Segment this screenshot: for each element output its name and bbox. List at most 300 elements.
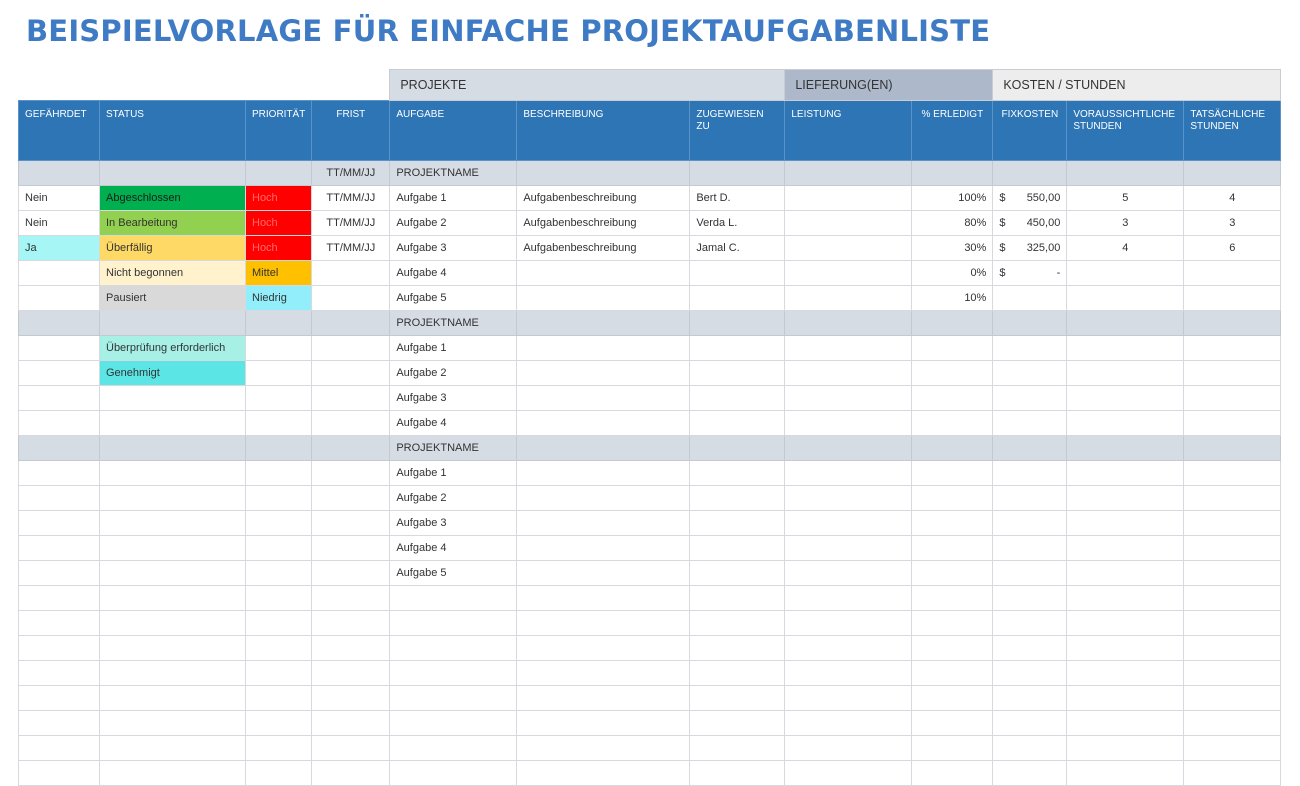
cell-voraus[interactable] (1067, 761, 1184, 786)
cell-zugewiesen[interactable] (690, 286, 785, 311)
cell-frist[interactable] (312, 661, 390, 686)
cell-zugewiesen[interactable] (690, 611, 785, 636)
cell-tats[interactable] (1184, 161, 1281, 186)
cell-aufgabe[interactable]: Aufgabe 1 (390, 186, 517, 211)
cell-beschreibung[interactable]: Aufgabenbeschreibung (517, 236, 690, 261)
cell-fixkosten[interactable] (993, 611, 1067, 636)
cell-voraus[interactable] (1067, 161, 1184, 186)
cell-zugewiesen[interactable] (690, 411, 785, 436)
cell-leistung[interactable] (785, 661, 912, 686)
cell-aufgabe[interactable]: Aufgabe 3 (390, 511, 517, 536)
cell-gefaehrdet[interactable] (19, 336, 100, 361)
cell-tats[interactable] (1184, 461, 1281, 486)
cell-gefaehrdet[interactable] (19, 361, 100, 386)
cell-beschreibung[interactable] (517, 161, 690, 186)
cell-gefaehrdet[interactable]: Nein (19, 186, 100, 211)
cell-zugewiesen[interactable] (690, 361, 785, 386)
cell-beschreibung[interactable] (517, 336, 690, 361)
cell-beschreibung[interactable] (517, 486, 690, 511)
cell-aufgabe[interactable]: Aufgabe 1 (390, 461, 517, 486)
cell-aufgabe[interactable] (390, 636, 517, 661)
cell-zugewiesen[interactable] (690, 336, 785, 361)
cell-leistung[interactable] (785, 686, 912, 711)
cell-fixkosten[interactable] (993, 536, 1067, 561)
cell-erledigt[interactable] (912, 536, 993, 561)
cell-gefaehrdet[interactable] (19, 561, 100, 586)
cell-erledigt[interactable] (912, 761, 993, 786)
cell-leistung[interactable] (785, 586, 912, 611)
cell-prioritaet[interactable] (246, 736, 312, 761)
cell-leistung[interactable] (785, 261, 912, 286)
cell-erledigt[interactable] (912, 561, 993, 586)
cell-voraus[interactable] (1067, 661, 1184, 686)
cell-frist[interactable] (312, 386, 390, 411)
cell-status[interactable] (100, 686, 246, 711)
cell-fixkosten[interactable] (993, 186, 1067, 211)
cell-erledigt[interactable] (912, 311, 993, 336)
cell-status[interactable] (100, 761, 246, 786)
cell-erledigt[interactable] (912, 586, 993, 611)
cell-prioritaet[interactable] (246, 536, 312, 561)
cell-leistung[interactable] (785, 436, 912, 461)
cell-leistung[interactable] (785, 761, 912, 786)
cell-tats[interactable] (1184, 736, 1281, 761)
cell-zugewiesen[interactable]: Verda L. (690, 211, 785, 236)
cell-status[interactable] (100, 461, 246, 486)
cell-status[interactable] (100, 586, 246, 611)
cell-leistung[interactable] (785, 286, 912, 311)
cell-aufgabe[interactable] (390, 686, 517, 711)
cell-prioritaet[interactable] (246, 586, 312, 611)
cell-tats[interactable] (1184, 686, 1281, 711)
header-beschreibung[interactable]: BESCHREIBUNG (517, 101, 690, 161)
cell-status[interactable] (100, 386, 246, 411)
cell-aufgabe[interactable] (390, 611, 517, 636)
cell-beschreibung[interactable] (517, 636, 690, 661)
cell-erledigt[interactable] (912, 386, 993, 411)
cell-aufgabe[interactable] (390, 761, 517, 786)
cell-aufgabe[interactable]: Aufgabe 3 (390, 236, 517, 261)
cell-prioritaet[interactable] (246, 461, 312, 486)
cell-status[interactable]: Genehmigt (100, 361, 246, 386)
cell-zugewiesen[interactable] (690, 511, 785, 536)
cell-tats[interactable] (1184, 261, 1281, 286)
cell-status[interactable] (100, 736, 246, 761)
cell-tats[interactable] (1184, 711, 1281, 736)
cell-voraus[interactable] (1067, 586, 1184, 611)
cell-erledigt[interactable] (912, 411, 993, 436)
cell-gefaehrdet[interactable] (19, 711, 100, 736)
cell-prioritaet[interactable] (246, 161, 312, 186)
cell-fixkosten[interactable] (993, 511, 1067, 536)
cell-zugewiesen[interactable] (690, 736, 785, 761)
cell-gefaehrdet[interactable] (19, 486, 100, 511)
cell-frist[interactable] (312, 411, 390, 436)
cell-beschreibung[interactable] (517, 361, 690, 386)
cell-tats[interactable] (1184, 536, 1281, 561)
cell-gefaehrdet[interactable] (19, 286, 100, 311)
cell-gefaehrdet[interactable] (19, 511, 100, 536)
cell-frist[interactable] (312, 736, 390, 761)
header-tats[interactable]: TATSÄCHLICHE STUNDEN (1184, 101, 1281, 161)
cell-frist[interactable] (312, 636, 390, 661)
cell-status[interactable]: Überprüfung erforderlich (100, 336, 246, 361)
cell-aufgabe[interactable]: PROJEKTNAME (390, 161, 517, 186)
cell-leistung[interactable] (785, 611, 912, 636)
cell-beschreibung[interactable] (517, 261, 690, 286)
header-erledigt[interactable]: % ERLEDIGT (912, 101, 993, 161)
cell-aufgabe[interactable] (390, 711, 517, 736)
cell-voraus[interactable] (1067, 511, 1184, 536)
cell-frist[interactable] (312, 561, 390, 586)
cell-tats[interactable] (1184, 511, 1281, 536)
cell-zugewiesen[interactable] (690, 436, 785, 461)
cell-status[interactable] (100, 486, 246, 511)
cell-tats[interactable] (1184, 611, 1281, 636)
cell-erledigt[interactable] (912, 436, 993, 461)
cell-status[interactable] (100, 536, 246, 561)
cell-frist[interactable] (312, 536, 390, 561)
cell-erledigt[interactable] (912, 336, 993, 361)
cell-leistung[interactable] (785, 461, 912, 486)
cell-zugewiesen[interactable] (690, 636, 785, 661)
cell-fixkosten[interactable] (993, 236, 1067, 261)
header-prioritaet[interactable]: PRIORITÄT (246, 101, 312, 161)
cell-voraus[interactable] (1067, 361, 1184, 386)
cell-voraus[interactable] (1067, 711, 1184, 736)
cell-voraus[interactable]: 4 (1067, 236, 1184, 261)
cell-erledigt[interactable] (912, 636, 993, 661)
cell-voraus[interactable] (1067, 636, 1184, 661)
cell-aufgabe[interactable]: Aufgabe 4 (390, 536, 517, 561)
cell-beschreibung[interactable]: Aufgabenbeschreibung (517, 186, 690, 211)
cell-beschreibung[interactable]: Aufgabenbeschreibung (517, 211, 690, 236)
cell-aufgabe[interactable]: Aufgabe 4 (390, 261, 517, 286)
header-zugewiesen[interactable]: ZUGEWIESEN ZU (690, 101, 785, 161)
cell-prioritaet[interactable] (246, 636, 312, 661)
cell-beschreibung[interactable] (517, 286, 690, 311)
header-fixkosten[interactable]: FIXKOSTEN (993, 101, 1067, 161)
cell-erledigt[interactable] (912, 511, 993, 536)
cell-prioritaet[interactable] (246, 686, 312, 711)
cell-aufgabe[interactable]: Aufgabe 1 (390, 336, 517, 361)
cell-frist[interactable] (312, 711, 390, 736)
cell-zugewiesen[interactable] (690, 536, 785, 561)
cell-voraus[interactable] (1067, 436, 1184, 461)
cell-fixkosten[interactable] (993, 486, 1067, 511)
cell-beschreibung[interactable] (517, 536, 690, 561)
cell-zugewiesen[interactable] (690, 161, 785, 186)
cell-tats[interactable]: 6 (1184, 236, 1281, 261)
cell-gefaehrdet[interactable]: Nein (19, 211, 100, 236)
cell-zugewiesen[interactable] (690, 711, 785, 736)
header-gefaehrdet[interactable]: GEFÄHRDET (19, 101, 100, 161)
cell-aufgabe[interactable]: PROJEKTNAME (390, 311, 517, 336)
cell-frist[interactable]: TT/MM/JJ (312, 236, 390, 261)
cell-tats[interactable] (1184, 361, 1281, 386)
header-leistung[interactable]: LEISTUNG (785, 101, 912, 161)
cell-leistung[interactable] (785, 336, 912, 361)
cell-gefaehrdet[interactable] (19, 461, 100, 486)
cell-fixkosten[interactable] (993, 736, 1067, 761)
cell-fixkosten[interactable] (993, 661, 1067, 686)
cell-gefaehrdet[interactable] (19, 436, 100, 461)
cell-tats[interactable]: 3 (1184, 211, 1281, 236)
cell-aufgabe[interactable] (390, 661, 517, 686)
cell-prioritaet[interactable] (246, 411, 312, 436)
cell-leistung[interactable] (785, 161, 912, 186)
cell-voraus[interactable] (1067, 736, 1184, 761)
cell-voraus[interactable] (1067, 336, 1184, 361)
cell-leistung[interactable] (785, 361, 912, 386)
cell-zugewiesen[interactable] (690, 261, 785, 286)
header-voraus[interactable]: VORAUSSICHTLICHE STUNDEN (1067, 101, 1184, 161)
cell-tats[interactable] (1184, 311, 1281, 336)
cell-tats[interactable] (1184, 561, 1281, 586)
cell-beschreibung[interactable] (517, 711, 690, 736)
cell-gefaehrdet[interactable] (19, 311, 100, 336)
cell-gefaehrdet[interactable] (19, 411, 100, 436)
cell-status[interactable] (100, 611, 246, 636)
cell-frist[interactable] (312, 336, 390, 361)
cell-erledigt[interactable]: 30% (912, 236, 993, 261)
cell-status[interactable]: Pausiert (100, 286, 246, 311)
header-frist[interactable]: FRIST (312, 101, 390, 161)
cell-status[interactable] (100, 661, 246, 686)
cell-tats[interactable] (1184, 661, 1281, 686)
cell-fixkosten[interactable] (993, 761, 1067, 786)
cell-leistung[interactable] (785, 386, 912, 411)
cell-status[interactable] (100, 561, 246, 586)
cell-prioritaet[interactable] (246, 561, 312, 586)
cell-prioritaet[interactable] (246, 611, 312, 636)
cell-fixkosten[interactable] (993, 686, 1067, 711)
cell-prioritaet[interactable] (246, 311, 312, 336)
cell-leistung[interactable] (785, 511, 912, 536)
cell-status[interactable] (100, 311, 246, 336)
cell-aufgabe[interactable]: Aufgabe 2 (390, 486, 517, 511)
cell-erledigt[interactable] (912, 611, 993, 636)
cell-prioritaet[interactable] (246, 711, 312, 736)
cell-frist[interactable] (312, 436, 390, 461)
cell-leistung[interactable] (785, 211, 912, 236)
cell-voraus[interactable] (1067, 561, 1184, 586)
cell-beschreibung[interactable] (517, 436, 690, 461)
cell-frist[interactable]: TT/MM/JJ (312, 161, 390, 186)
cell-zugewiesen[interactable] (690, 461, 785, 486)
cell-beschreibung[interactable] (517, 311, 690, 336)
cell-prioritaet[interactable]: Hoch (246, 211, 312, 236)
cell-zugewiesen[interactable] (690, 386, 785, 411)
cell-fixkosten[interactable] (993, 386, 1067, 411)
cell-tats[interactable] (1184, 586, 1281, 611)
cell-leistung[interactable] (785, 236, 912, 261)
cell-prioritaet[interactable] (246, 336, 312, 361)
cell-beschreibung[interactable] (517, 611, 690, 636)
cell-fixkosten[interactable] (993, 311, 1067, 336)
cell-erledigt[interactable] (912, 361, 993, 386)
cell-zugewiesen[interactable] (690, 686, 785, 711)
cell-fixkosten[interactable] (993, 161, 1067, 186)
cell-erledigt[interactable] (912, 161, 993, 186)
cell-prioritaet[interactable] (246, 486, 312, 511)
cell-voraus[interactable]: 5 (1067, 186, 1184, 211)
cell-beschreibung[interactable] (517, 661, 690, 686)
cell-aufgabe[interactable] (390, 586, 517, 611)
cell-prioritaet[interactable] (246, 386, 312, 411)
cell-beschreibung[interactable] (517, 561, 690, 586)
cell-gefaehrdet[interactable] (19, 661, 100, 686)
cell-frist[interactable] (312, 461, 390, 486)
cell-leistung[interactable] (785, 186, 912, 211)
cell-fixkosten[interactable] (993, 261, 1067, 286)
cell-leistung[interactable] (785, 736, 912, 761)
cell-prioritaet[interactable] (246, 511, 312, 536)
cell-voraus[interactable] (1067, 486, 1184, 511)
cell-prioritaet[interactable]: Hoch (246, 236, 312, 261)
cell-prioritaet[interactable]: Mittel (246, 261, 312, 286)
cell-beschreibung[interactable] (517, 386, 690, 411)
cell-voraus[interactable] (1067, 261, 1184, 286)
cell-prioritaet[interactable]: Hoch (246, 186, 312, 211)
cell-frist[interactable]: TT/MM/JJ (312, 211, 390, 236)
cell-erledigt[interactable] (912, 486, 993, 511)
cell-gefaehrdet[interactable] (19, 586, 100, 611)
cell-voraus[interactable] (1067, 461, 1184, 486)
cell-beschreibung[interactable] (517, 761, 690, 786)
cell-zugewiesen[interactable] (690, 586, 785, 611)
cell-status[interactable] (100, 161, 246, 186)
cell-beschreibung[interactable] (517, 511, 690, 536)
cell-aufgabe[interactable]: PROJEKTNAME (390, 436, 517, 461)
cell-voraus[interactable] (1067, 411, 1184, 436)
cell-voraus[interactable] (1067, 286, 1184, 311)
cell-erledigt[interactable]: 10% (912, 286, 993, 311)
cell-leistung[interactable] (785, 536, 912, 561)
cell-tats[interactable] (1184, 761, 1281, 786)
cell-frist[interactable] (312, 686, 390, 711)
cell-aufgabe[interactable]: Aufgabe 4 (390, 411, 517, 436)
cell-status[interactable] (100, 511, 246, 536)
cell-status[interactable]: Überfällig (100, 236, 246, 261)
cell-aufgabe[interactable]: Aufgabe 5 (390, 286, 517, 311)
cell-fixkosten[interactable] (993, 636, 1067, 661)
cell-frist[interactable] (312, 486, 390, 511)
cell-gefaehrdet[interactable] (19, 261, 100, 286)
cell-gefaehrdet[interactable] (19, 386, 100, 411)
cell-leistung[interactable] (785, 486, 912, 511)
cell-frist[interactable] (312, 761, 390, 786)
cell-zugewiesen[interactable] (690, 661, 785, 686)
cell-erledigt[interactable]: 80% (912, 211, 993, 236)
cell-voraus[interactable] (1067, 611, 1184, 636)
cell-fixkosten[interactable] (993, 436, 1067, 461)
cell-beschreibung[interactable] (517, 461, 690, 486)
cell-aufgabe[interactable] (390, 736, 517, 761)
cell-frist[interactable] (312, 311, 390, 336)
cell-gefaehrdet[interactable] (19, 686, 100, 711)
cell-zugewiesen[interactable] (690, 486, 785, 511)
cell-erledigt[interactable] (912, 736, 993, 761)
cell-fixkosten[interactable] (993, 411, 1067, 436)
cell-voraus[interactable] (1067, 686, 1184, 711)
cell-fixkosten[interactable] (993, 586, 1067, 611)
cell-zugewiesen[interactable] (690, 761, 785, 786)
cell-status[interactable] (100, 711, 246, 736)
cell-aufgabe[interactable]: Aufgabe 2 (390, 361, 517, 386)
cell-voraus[interactable] (1067, 386, 1184, 411)
cell-status[interactable] (100, 636, 246, 661)
cell-fixkosten[interactable] (993, 286, 1067, 311)
cell-prioritaet[interactable] (246, 761, 312, 786)
cell-zugewiesen[interactable]: Jamal C. (690, 236, 785, 261)
cell-tats[interactable] (1184, 486, 1281, 511)
cell-prioritaet[interactable] (246, 661, 312, 686)
cell-gefaehrdet[interactable] (19, 611, 100, 636)
cell-frist[interactable] (312, 611, 390, 636)
cell-gefaehrdet[interactable] (19, 636, 100, 661)
cell-tats[interactable] (1184, 636, 1281, 661)
cell-erledigt[interactable] (912, 461, 993, 486)
cell-tats[interactable] (1184, 436, 1281, 461)
cell-beschreibung[interactable] (517, 586, 690, 611)
cell-leistung[interactable] (785, 711, 912, 736)
cell-aufgabe[interactable]: Aufgabe 3 (390, 386, 517, 411)
cell-fixkosten[interactable] (993, 211, 1067, 236)
cell-gefaehrdet[interactable] (19, 161, 100, 186)
cell-prioritaet[interactable] (246, 436, 312, 461)
cell-status[interactable]: In Bearbeitung (100, 211, 246, 236)
cell-zugewiesen[interactable] (690, 561, 785, 586)
cell-leistung[interactable] (785, 636, 912, 661)
cell-voraus[interactable]: 3 (1067, 211, 1184, 236)
cell-beschreibung[interactable] (517, 736, 690, 761)
cell-fixkosten[interactable] (993, 461, 1067, 486)
cell-tats[interactable] (1184, 386, 1281, 411)
cell-tats[interactable] (1184, 411, 1281, 436)
cell-tats[interactable] (1184, 336, 1281, 361)
cell-erledigt[interactable] (912, 686, 993, 711)
cell-gefaehrdet[interactable]: Ja (19, 236, 100, 261)
cell-beschreibung[interactable] (517, 686, 690, 711)
cell-status[interactable]: Abgeschlossen (100, 186, 246, 211)
cell-aufgabe[interactable]: Aufgabe 2 (390, 211, 517, 236)
cell-gefaehrdet[interactable] (19, 536, 100, 561)
cell-erledigt[interactable]: 100% (912, 186, 993, 211)
cell-tats[interactable] (1184, 286, 1281, 311)
cell-status[interactable] (100, 436, 246, 461)
cell-voraus[interactable] (1067, 311, 1184, 336)
cell-fixkosten[interactable] (993, 711, 1067, 736)
cell-frist[interactable]: TT/MM/JJ (312, 186, 390, 211)
header-aufgabe[interactable]: AUFGABE (390, 101, 517, 161)
cell-prioritaet[interactable] (246, 361, 312, 386)
cell-zugewiesen[interactable]: Bert D. (690, 186, 785, 211)
cell-fixkosten[interactable] (993, 361, 1067, 386)
cell-aufgabe[interactable]: Aufgabe 5 (390, 561, 517, 586)
cell-status[interactable] (100, 411, 246, 436)
cell-fixkosten[interactable] (993, 336, 1067, 361)
cell-gefaehrdet[interactable] (19, 736, 100, 761)
cell-voraus[interactable] (1067, 536, 1184, 561)
cell-status[interactable]: Nicht begonnen (100, 261, 246, 286)
cell-leistung[interactable] (785, 411, 912, 436)
cell-frist[interactable] (312, 511, 390, 536)
cell-frist[interactable] (312, 261, 390, 286)
cell-leistung[interactable] (785, 311, 912, 336)
cell-prioritaet[interactable]: Niedrig (246, 286, 312, 311)
cell-fixkosten[interactable] (993, 561, 1067, 586)
